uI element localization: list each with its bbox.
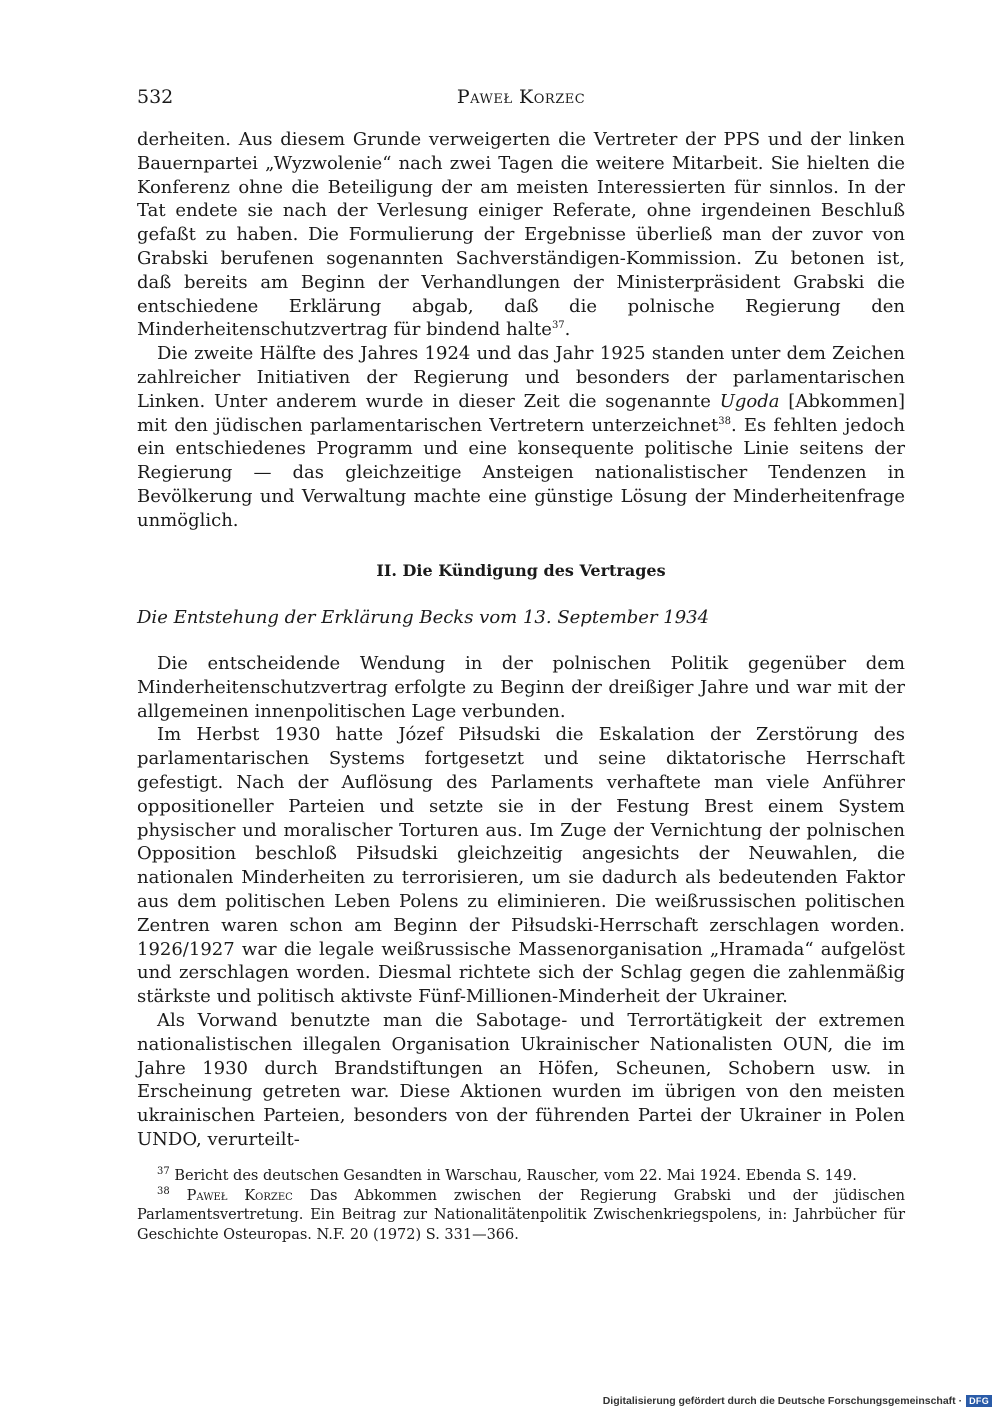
dfg-logo-icon: DFG [966,1395,992,1407]
page-header [137,86,905,116]
footnote [137,1167,905,1187]
page-number: 532 [137,86,174,108]
paragraph-text: Die zweite Hälfte des Jahres 1924 und das Jahr 1925 standen unter dem Zeichen zahlreicher Initiativen der Regierung und besonders der parlamentarischen Linken. Unter anderem wurde in dieser Zeit die sogenannte [137,343,905,412]
body-text-bottom [137,652,905,1152]
paragraph-text: [Abkommen] mit den jüdischen parlamentarischen Vertretern unterzeichnet [137,390,906,436]
paragraph-text: . Es fehlten jedoch ein entschiedenes Programm und eine konsequente politische Linie seitens der Regierung — das gleichzeitige Ansteigen nationalistischer Tendenzen in Bevölkerung und Verwaltung machte eine günstige Lösung der Minderheitenfrage unmöglich. [137,414,905,531]
paragraph: Als Vorwand benutzte man die Sabotage- und Terrortätigkeit der extremen nationalistischen illegalen Organisation Ukrainischer Nationalisten OUN, die im Jahre 1930 durch Brandstiftungen an Höfen, Scheunen, Schobern usw. in Erscheinung getreten war. Diese Aktionen wurden im übrigen von den meisten ukrainischen Parteien, besonders von der führenden Partei der Ukrainer in Polen UNDO, verurteilt- [137,1009,905,1150]
paragraph [137,128,905,342]
footnote-text: Das Abkommen zwischen der Regierung Grabski und der jüdischen Parlamentsvertretung. Ein Beitrag zur Nationalitätenpolitik Zwischenkriegspolens, in: Jahrbücher für Geschichte Osteuropas. N.F. 20 (1972) S. 331—366. [137,1187,905,1243]
footnote [137,1187,905,1246]
funding-footer [603,1392,992,1410]
footnotes [137,1167,905,1245]
footnote-author: Paweł Korzec [169,1187,293,1204]
paragraph-text: derheiten. Aus diesem Grunde verweigerten die Vertreter der PPS und der linken Bauernpartei „Wyzwolenie“ nach zwei Tagen die weitere Mitarbeit. Sie hielten die Konferenz ohne die Beteiligung der am meisten Interessierten für sinnlos. In der Tat endete sie nach der Verlesung einiger Referate, ohne irgendeinen Beschluß gefaßt zu haben. Die Formulierung der Ergebnisse überließ man der zuvor von Grabski berufenen sogenannten Sachverständigen-Kommission. Zu betonen ist, daß bereits am Beginn der Verhandlungen der Ministerpräsident Grabski die entschiedene Erklärung abgab, daß die polnische Regierung den Minderheitenschutzvertrag für bindend halte [137,129,905,341]
footnote-ref: 37 [551,320,565,332]
funding-note: Digitalisierung gefördert durch die Deutsche Forschungsgemeinschaft · [602,1395,963,1407]
footnote-ref: 38 [718,415,731,427]
body-text-top [137,128,905,533]
paragraph-text: . [564,319,571,341]
section-heading: II. Die Kündigung des Vertrages [376,561,666,580]
paragraph: Die entscheidende Wendung in der polnischen Politik gegenüber dem Minderheitenschutzvertrag erfolgte zu Beginn der dreißiger Jahre und war mit der allgemeinen innenpolitischen Lage verbunden. [137,653,905,722]
paragraph: Im Herbst 1930 hatte Józef Piłsudski die Eskalation der Zerstörung des parlamentarischen Systems fortgesetzt und seine diktatorische Herrschaft gefestigt. Nach der Auflösung des Parlaments verhaftete man viele Anführer oppositioneller Parteien und setzte sie in der Festung Brest einem System physischer und moralischer Torturen aus. Im Zuge der Vernichtung der polnischen Opposition beschloß Piłsudski gleichzeitig angesichts der Neuwahlen, die nationalen Minderheiten zu terrorisieren, um sie dadurch als bedeutenden Faktor aus dem politischen Leben Polens zu eliminieren. Die weißrussischen politischen Zentren waren schon am Beginn der Piłsudski-Herrschaft zerschlagen worden. 1926/1927 war die legale weißrussische Massenorganisation „Hramada“ aufgelöst und zerschlagen worden. Diesmal richtete sich der Schlag gegen die zahlenmäßig stärkste und politisch aktivste Fünf-Millionen-Minderheit der Ukrainer. [137,724,905,1008]
footnote-mark: 37 [157,1166,170,1178]
section-subheading: Die Entstehung der Erklärung Becks vom 13. September 1934 [137,607,710,628]
footnote-text: Bericht des deutschen Gesandten in Warschau, Rauscher, vom 22. Mai 1924. Ebenda S. 149. [169,1168,857,1184]
italic-term: Ugoda [719,390,780,412]
running-head: Paweł Korzec [456,86,586,108]
footnote-mark: 38 [157,1185,170,1197]
paragraph [137,342,905,532]
